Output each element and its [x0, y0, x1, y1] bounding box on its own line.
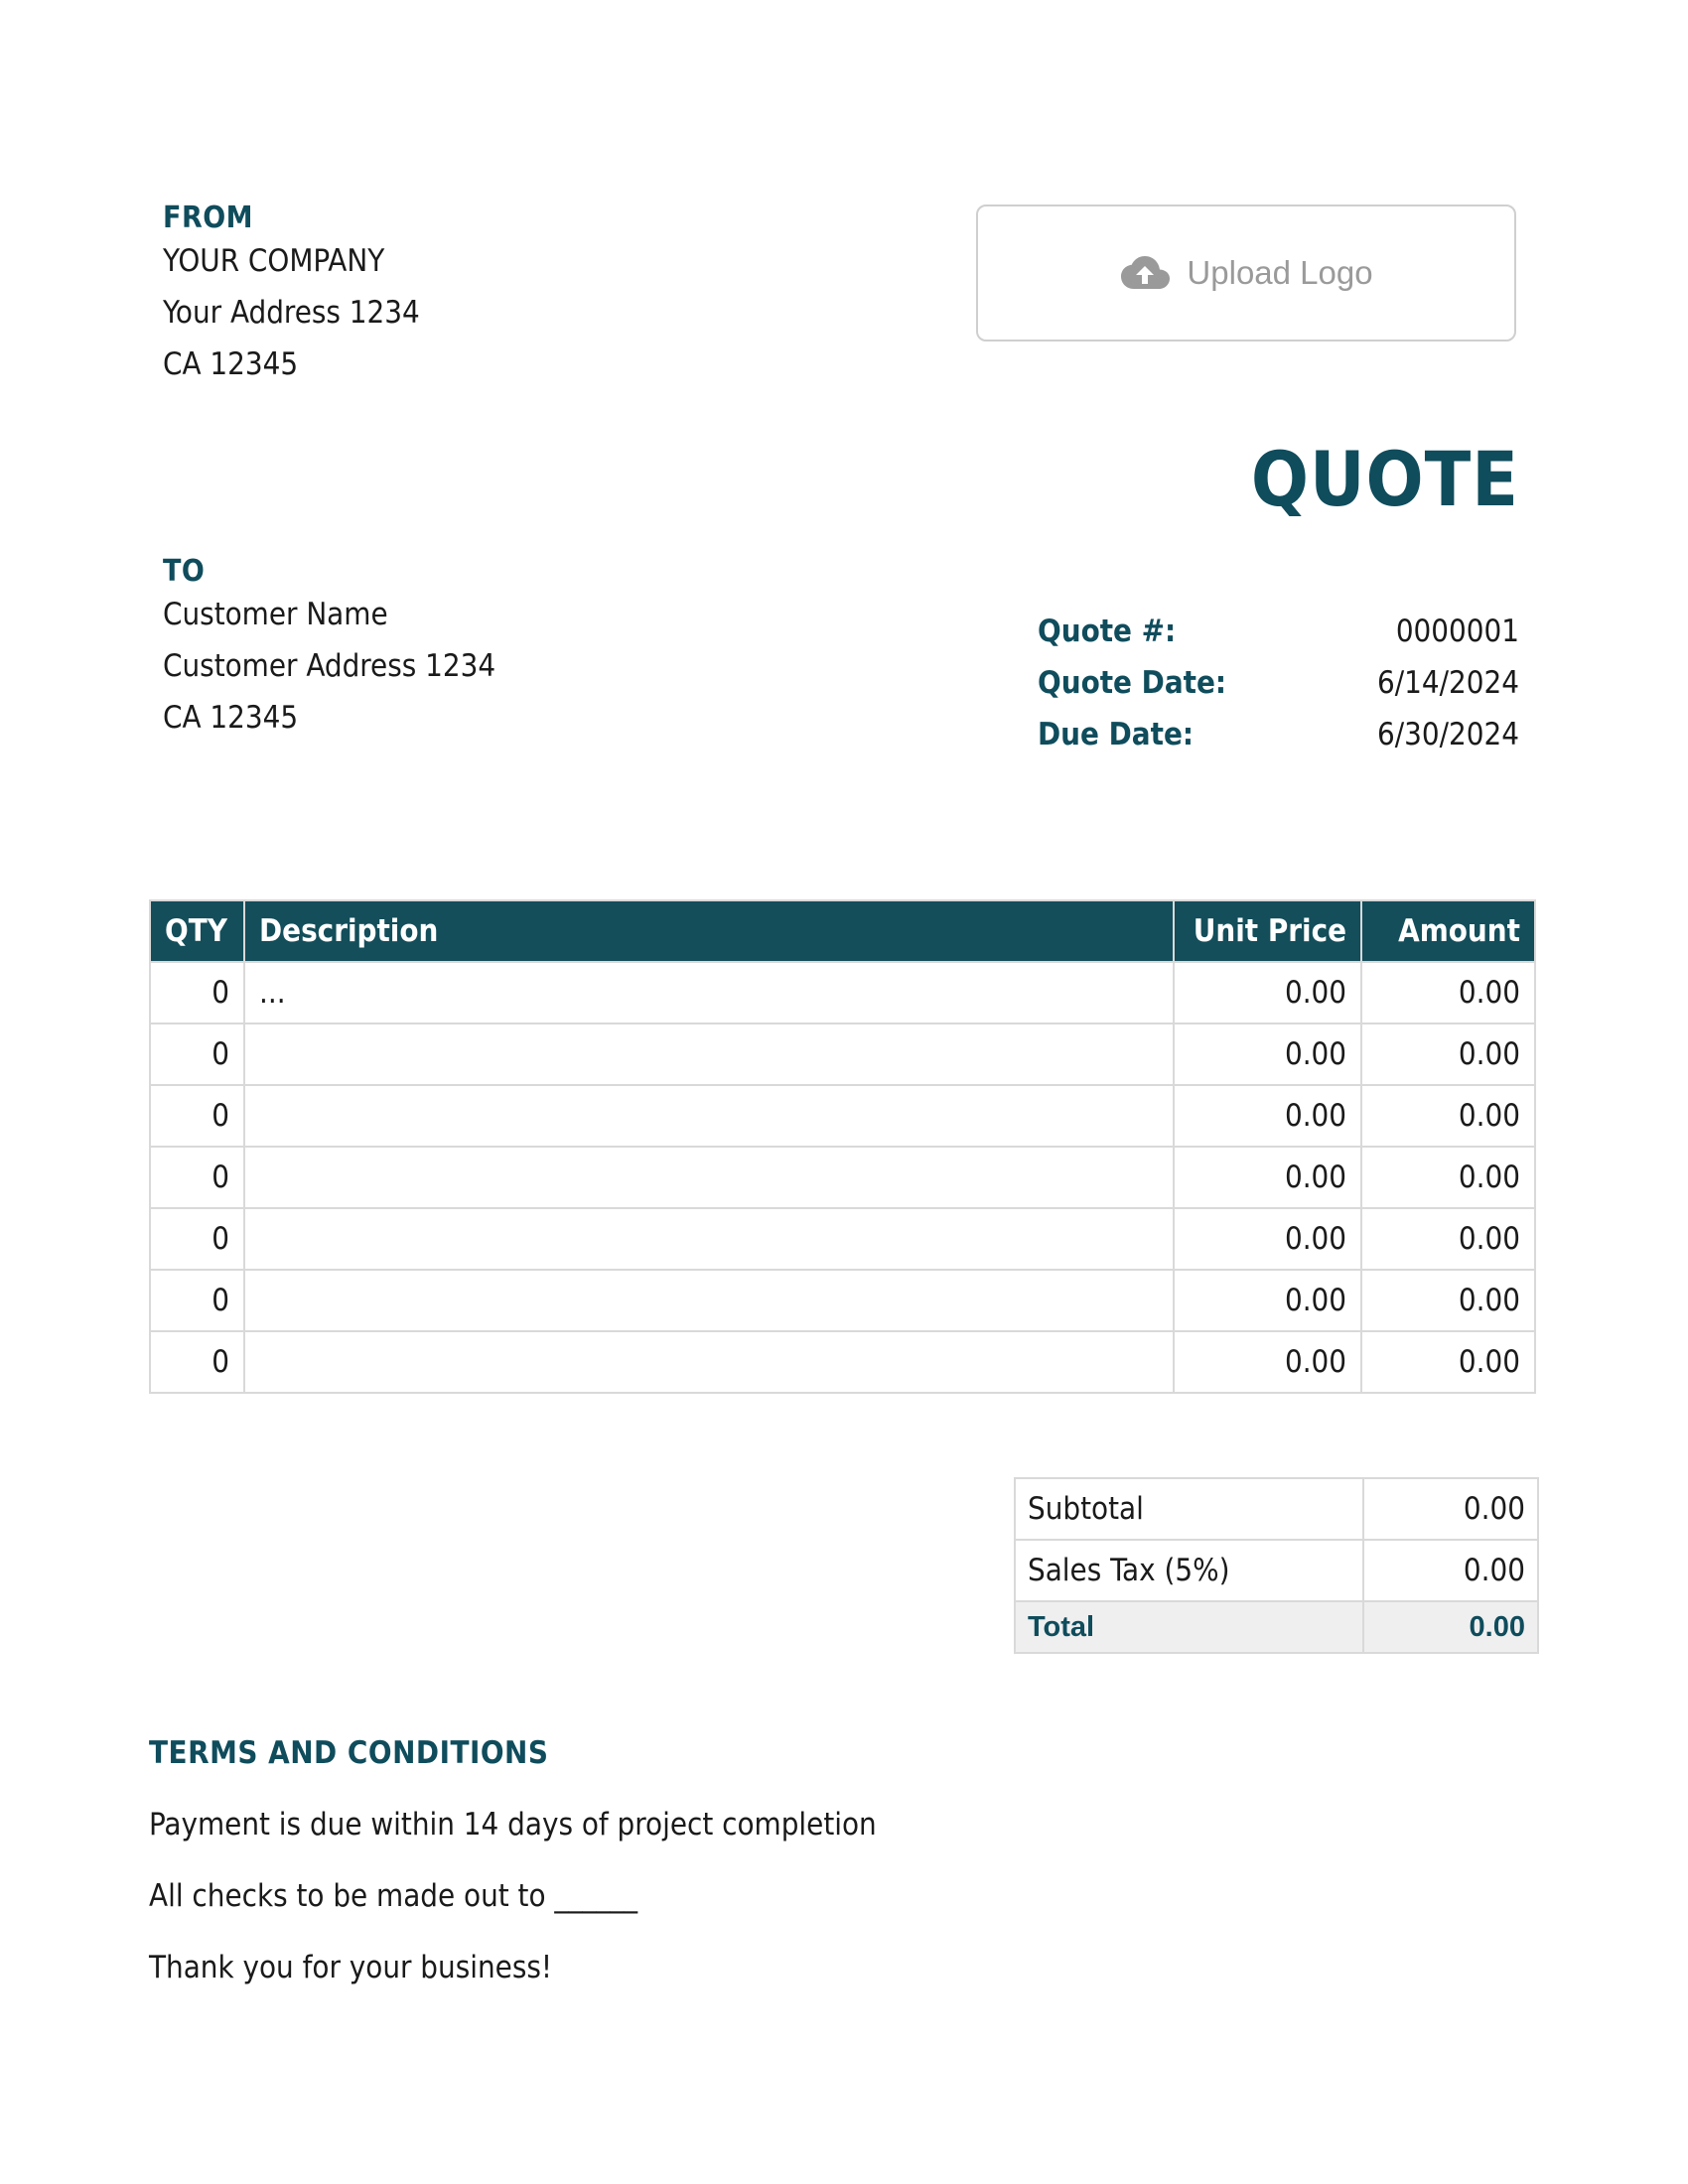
description-cell[interactable]: [244, 1024, 1174, 1085]
quote-number-value[interactable]: 0000001: [1395, 614, 1519, 649]
from-section: [163, 201, 420, 390]
description-cell[interactable]: [244, 1208, 1174, 1270]
description-cell[interactable]: [244, 1085, 1174, 1147]
from-company[interactable]: YOUR COMPANY: [163, 243, 385, 279]
description-cell[interactable]: [244, 1331, 1174, 1393]
total-value: 0.00: [1363, 1601, 1538, 1653]
from-address[interactable]: Your Address 1234: [163, 295, 420, 331]
tax-row: [1015, 1540, 1538, 1601]
quote-date-label: Quote Date:: [1038, 665, 1227, 701]
unit-price-cell[interactable]: 0.00: [1174, 1208, 1361, 1270]
cloud-upload-icon: [1119, 253, 1171, 293]
unit-price-cell[interactable]: 0.00: [1174, 1270, 1361, 1331]
document-title: QUOTE: [1250, 435, 1519, 523]
quote-date-row: [1038, 657, 1519, 709]
quote-date-value[interactable]: 6/14/2024: [1377, 665, 1519, 701]
total-label: Total: [1015, 1601, 1363, 1653]
qty-cell[interactable]: 0: [150, 1270, 244, 1331]
upload-logo-label: Upload Logo: [1187, 254, 1373, 291]
qty-cell[interactable]: 0: [150, 962, 244, 1024]
subtotal-row: [1015, 1478, 1538, 1540]
due-date-row: [1038, 709, 1519, 760]
table-header-row: [150, 900, 1535, 962]
terms-section: [149, 1735, 877, 1985]
unit-price-cell[interactable]: 0.00: [1174, 1331, 1361, 1393]
terms-line[interactable]: Payment is due within 14 days of project completion: [149, 1807, 877, 1843]
amount-header: Amount: [1361, 900, 1535, 962]
total-row: [1015, 1601, 1538, 1653]
line-items-table: [149, 899, 1536, 1394]
table-row: [150, 1085, 1535, 1147]
to-label: TO: [163, 554, 206, 589]
table-row: [150, 1270, 1535, 1331]
amount-cell: 0.00: [1361, 1147, 1535, 1208]
unit-price-cell[interactable]: 0.00: [1174, 1085, 1361, 1147]
terms-label: TERMS AND CONDITIONS: [149, 1735, 549, 1771]
due-date-value[interactable]: 6/30/2024: [1377, 717, 1519, 752]
unit-price-cell[interactable]: 0.00: [1174, 1147, 1361, 1208]
customer-city[interactable]: CA 12345: [163, 700, 299, 736]
amount-cell: 0.00: [1361, 1270, 1535, 1331]
description-cell[interactable]: [244, 1147, 1174, 1208]
upload-logo-button[interactable]: [976, 205, 1516, 341]
table-row: [150, 962, 1535, 1024]
amount-cell: 0.00: [1361, 1085, 1535, 1147]
totals-table: [1014, 1477, 1539, 1654]
qty-cell[interactable]: 0: [150, 1331, 244, 1393]
due-date-label: Due Date:: [1038, 717, 1195, 752]
quote-number-row: [1038, 606, 1519, 657]
from-label: FROM: [163, 201, 254, 235]
subtotal-label: Subtotal: [1015, 1478, 1363, 1540]
qty-cell[interactable]: 0: [150, 1085, 244, 1147]
amount-cell: 0.00: [1361, 1331, 1535, 1393]
customer-name[interactable]: Customer Name: [163, 597, 388, 632]
amount-cell: 0.00: [1361, 1208, 1535, 1270]
table-row: [150, 1147, 1535, 1208]
quote-number-label: Quote #:: [1038, 614, 1177, 649]
to-section: [163, 554, 495, 744]
qty-header: QTY: [150, 900, 244, 962]
table-row: [150, 1208, 1535, 1270]
qty-cell[interactable]: 0: [150, 1024, 244, 1085]
qty-cell[interactable]: 0: [150, 1208, 244, 1270]
quote-meta: [1038, 606, 1519, 760]
unit-price-cell[interactable]: 0.00: [1174, 962, 1361, 1024]
from-city[interactable]: CA 12345: [163, 346, 299, 382]
amount-cell: 0.00: [1361, 1024, 1535, 1085]
terms-line[interactable]: All checks to be made out to ______: [149, 1878, 638, 1914]
tax-value: 0.00: [1363, 1540, 1538, 1601]
amount-cell: 0.00: [1361, 962, 1535, 1024]
tax-label[interactable]: Sales Tax (5%): [1015, 1540, 1363, 1601]
description-header: Description: [244, 900, 1174, 962]
terms-line[interactable]: Thank you for your business!: [149, 1950, 553, 1985]
unit-price-cell[interactable]: 0.00: [1174, 1024, 1361, 1085]
table-row: [150, 1331, 1535, 1393]
unit-price-header: Unit Price: [1174, 900, 1361, 962]
customer-address[interactable]: Customer Address 1234: [163, 648, 496, 684]
table-row: [150, 1024, 1535, 1085]
description-cell[interactable]: ...: [244, 962, 1174, 1024]
description-cell[interactable]: [244, 1270, 1174, 1331]
qty-cell[interactable]: 0: [150, 1147, 244, 1208]
subtotal-value: 0.00: [1363, 1478, 1538, 1540]
